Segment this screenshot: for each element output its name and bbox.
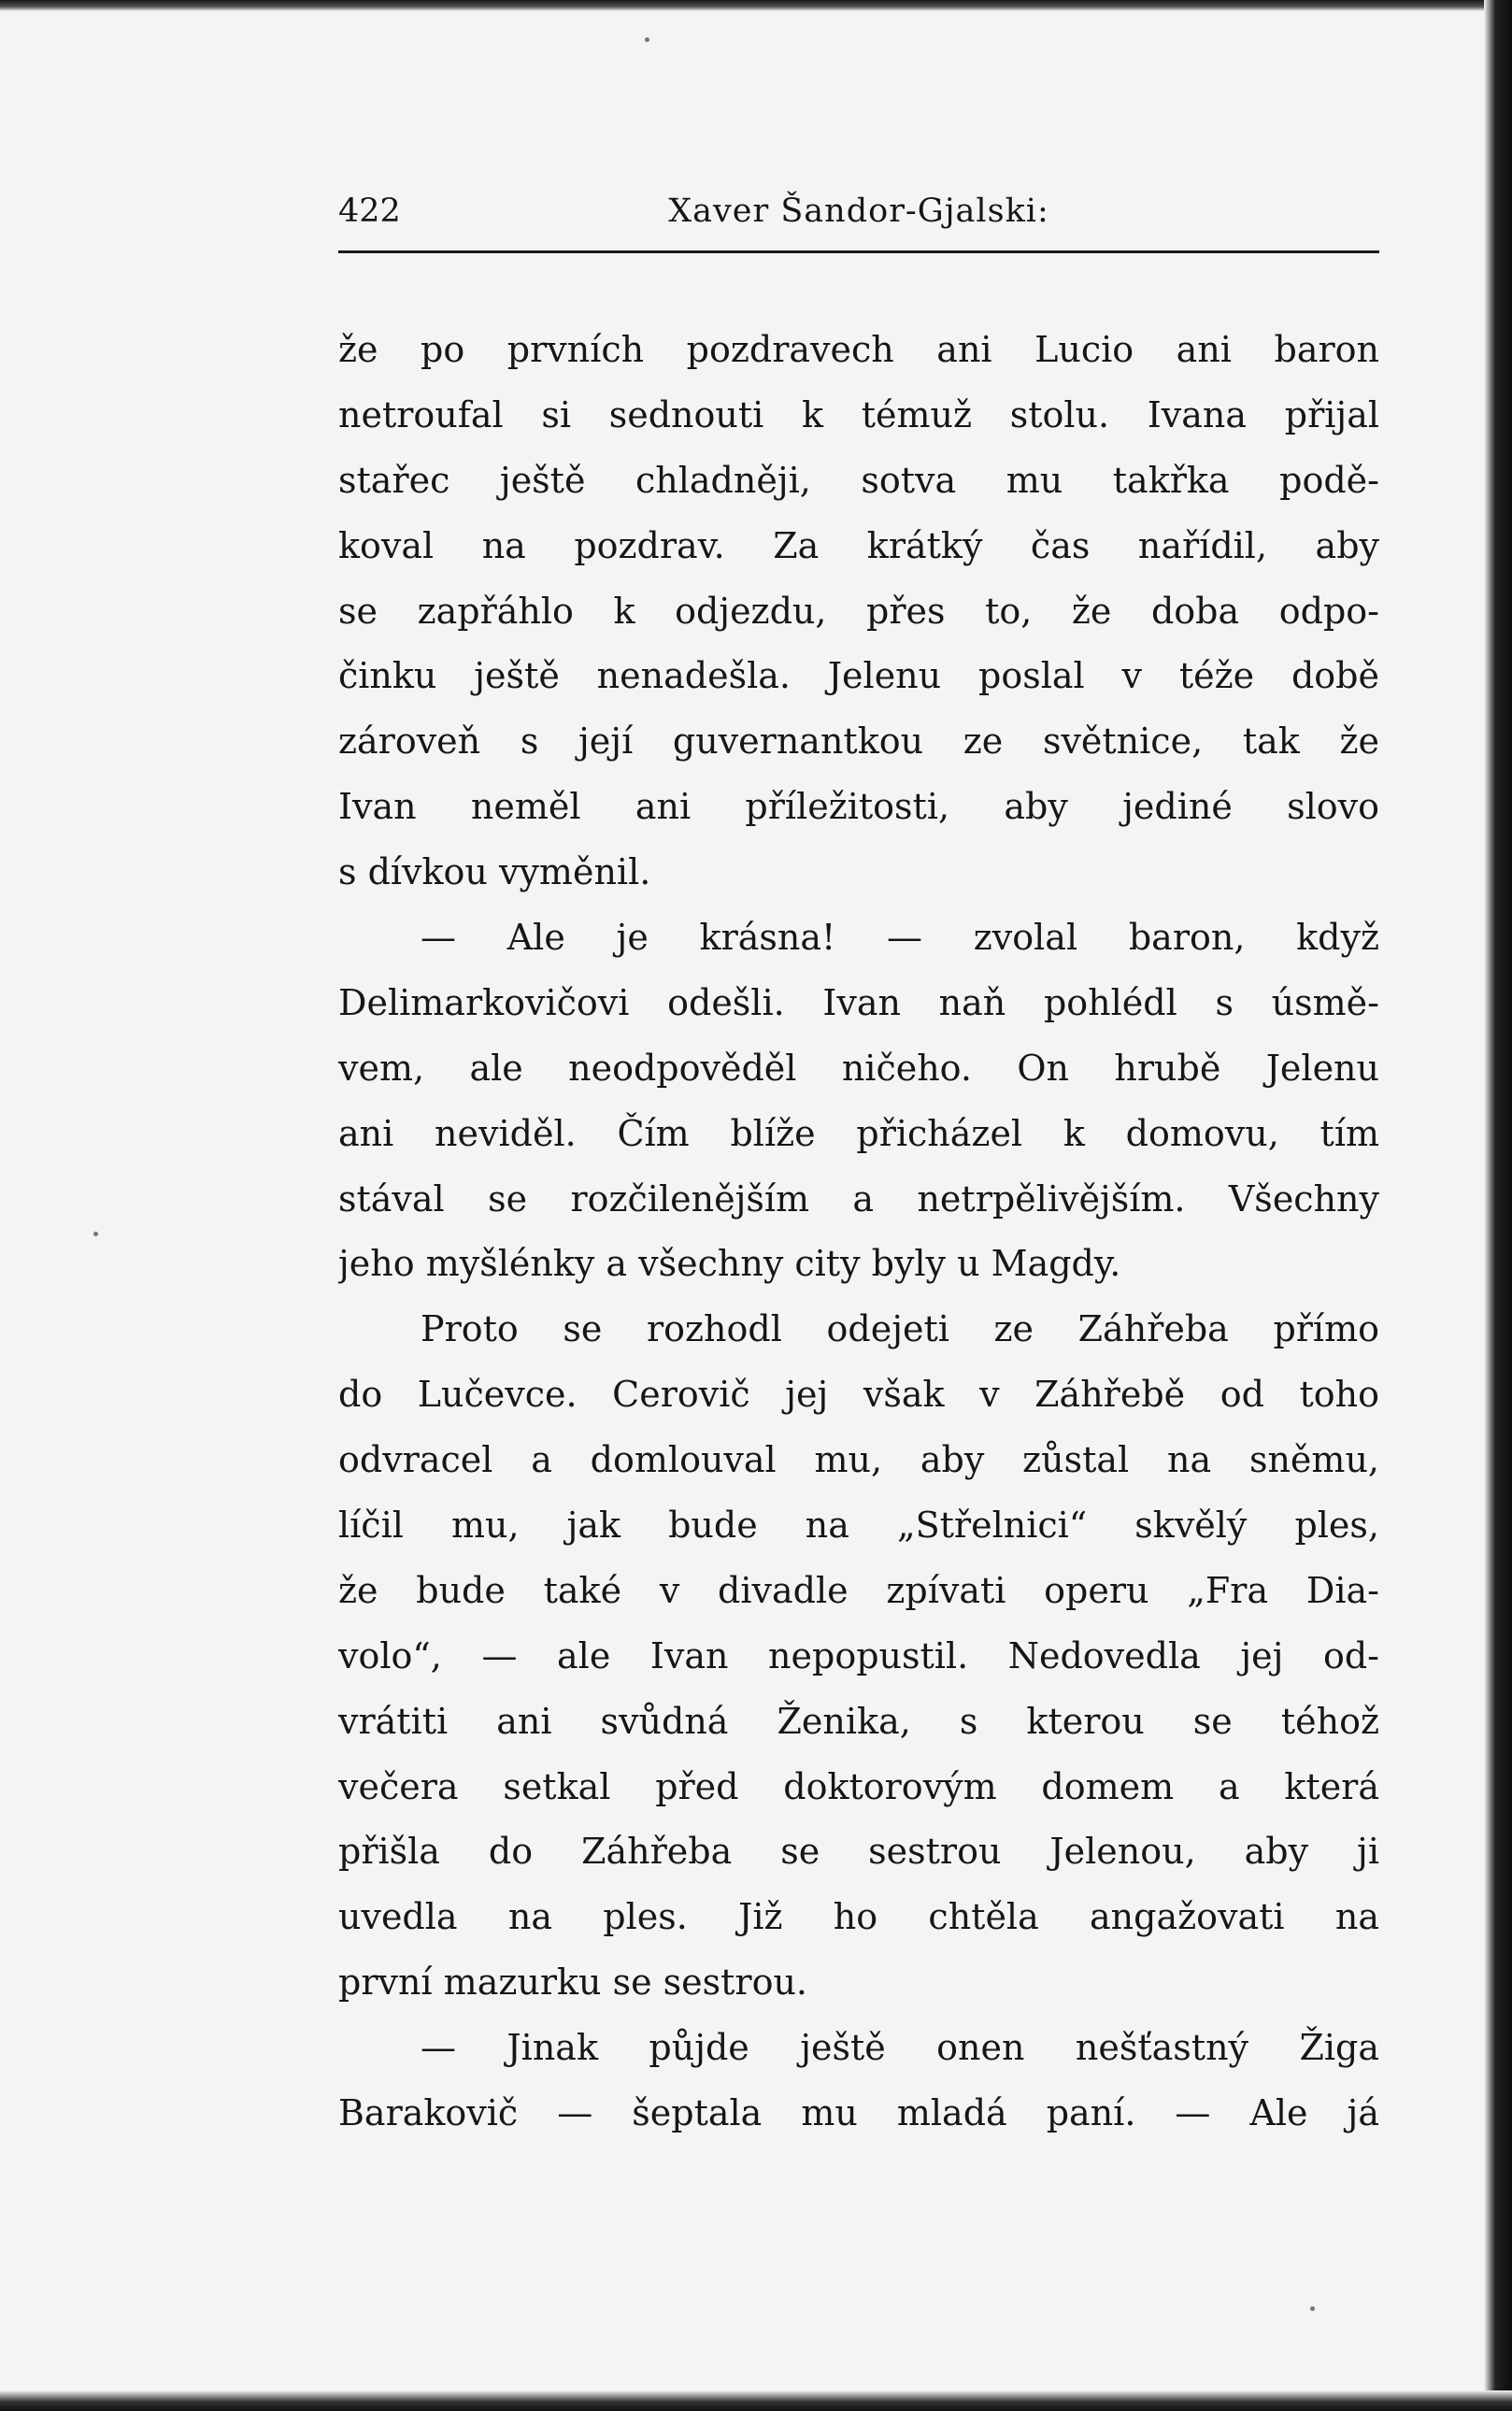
header-rule [338, 250, 1379, 253]
text-line: se zapřáhlo k odjezdu, přes to, že doba odpo- [338, 590, 1379, 632]
text-line: koval na pozdrav. Za krátký čas nařídil, aby [338, 524, 1379, 566]
text-line: stařec ještě chladněji, sotva mu takřka podě- [338, 459, 1379, 501]
text-line: s dívkou vyměnil. [338, 851, 651, 893]
text-line: do Lučevce. Cerovič jej však v Záhřebě od toho [338, 1374, 1379, 1416]
text-line: — Jinak půjde ještě onen nešťastný Žiga [421, 2027, 1379, 2069]
text-line: volo“, — ale Ivan nepopustil. Nedovedla jej od- [338, 1634, 1379, 1676]
text-line: Ivan neměl ani příležitosti, aby jediné slovo [338, 786, 1379, 828]
text-line: že po prvních pozdravech ani Lucio ani baron [338, 329, 1379, 370]
text-line: stával se rozčilenějším a netrpělivějším. Všechny [338, 1177, 1379, 1220]
text-line: první mazurku se sestrou. [338, 1962, 808, 2004]
text-line: ani neviděl. Čím blíže přicházel k domovu, tím [338, 1112, 1379, 1154]
scan-speck [93, 1232, 98, 1236]
text-line: odvracel a domlouval mu, aby zůstal na sněmu, [338, 1439, 1379, 1481]
text-line: Barakovič — šeptala mu mladá paní. — Ale já [338, 2092, 1379, 2134]
scan-speck [1310, 2306, 1315, 2311]
scan-edge-bottom [0, 2390, 1512, 2411]
text-line: jeho myšlénky a všechny city byly u Magdy. [338, 1243, 1121, 1285]
scan-speck [645, 37, 649, 42]
scan-edge-top [0, 0, 1512, 11]
text-line: uvedla na ples. Již ho chtěla angažovati na [338, 1896, 1379, 1938]
text-line: že bude také v divadle zpívati operu „Fra Dia- [338, 1569, 1379, 1611]
text-line: vrátiti ani svůdná Ženika, s kterou se téhož [338, 1700, 1379, 1742]
text-line: líčil mu, jak bude na „Střelnici“ skvělý ples, [338, 1505, 1379, 1547]
text-line: netroufal si sednouti k témuž stolu. Ivana přijal [338, 393, 1379, 435]
page-number: 422 [338, 193, 401, 230]
scan-edge-right [1484, 0, 1512, 2411]
page-header [338, 193, 1379, 249]
text-line: Delimarkovičovi odešli. Ivan naň pohlédl s úsmě- [338, 981, 1379, 1023]
text-line: Proto se rozhodl odejeti ze Záhřeba přímo [421, 1308, 1379, 1350]
running-title: Xaver Šandor-Gjalski: [668, 193, 1049, 230]
body-text [338, 318, 1379, 2147]
text-line: večera setkal před doktorovým domem a která [338, 1765, 1379, 1807]
text-line: vem, ale neodpověděl ničeho. On hrubě Jelenu [338, 1047, 1379, 1089]
text-line: přišla do Záhřeba se sestrou Jelenou, aby ji [338, 1831, 1379, 1873]
text-line: zároveň s její guvernantkou ze světnice, tak že [338, 720, 1379, 763]
text-line: — Ale je krásna! — zvolal baron, když [421, 917, 1379, 959]
text-line: činku ještě nenadešla. Jelenu poslal v téže době [338, 655, 1379, 697]
